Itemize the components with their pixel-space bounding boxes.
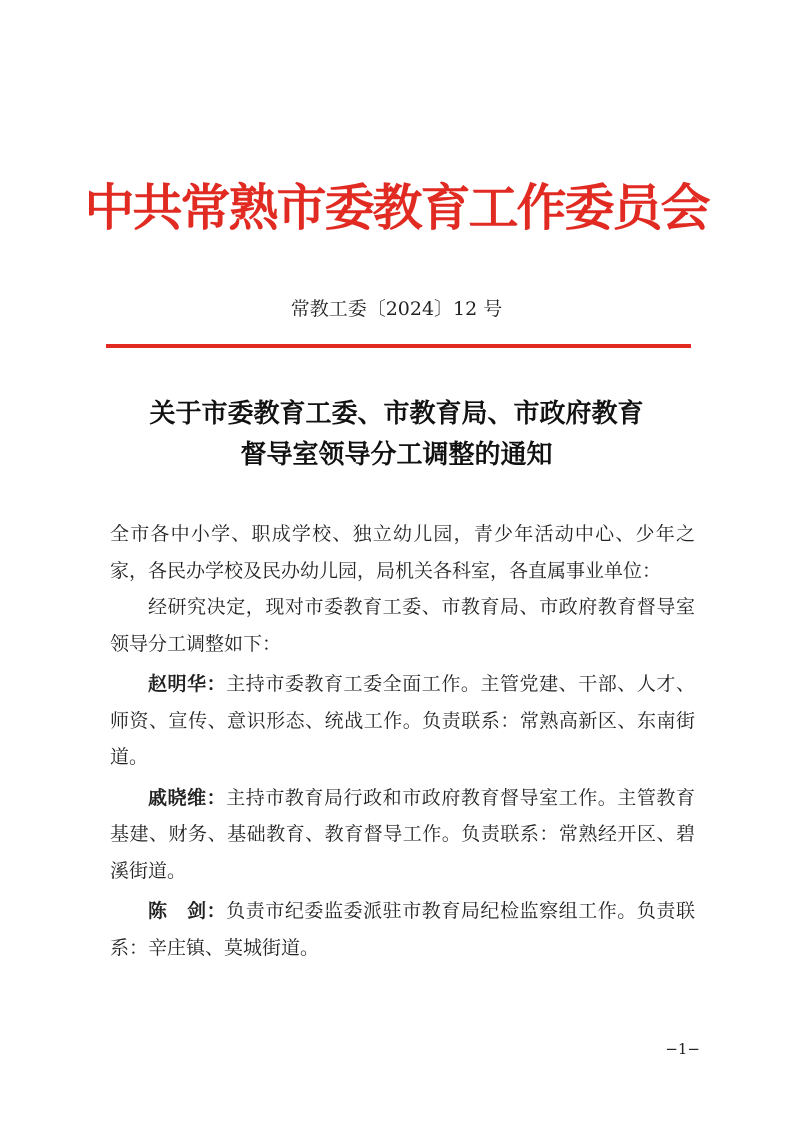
leader-duties: 主持市委教育工委全面工作。主管党建、干部、人才、师资、宣传、意识形态、统战工作。负责联系：常熟高新区、东南街道。: [110, 673, 695, 768]
leader-paragraph: [110, 893, 695, 966]
leader-name: 戚晓维：: [148, 786, 227, 809]
document-number: 常教工委〔2024〕12 号: [290, 298, 503, 320]
addressees-paragraph: 全市各中小学、职成学校、独立幼儿园，青少年活动中心、少年之家，各民办学校及民办幼儿园，局机关各科室，各直属事业单位：: [110, 523, 695, 582]
red-separator-line: [106, 344, 691, 348]
intro-paragraph: 经研究决定，现对市委教育工委、市教育局、市政府教育督导室领导分工调整如下：: [110, 596, 695, 655]
page-number: −1−: [665, 1040, 700, 1058]
leader-name: 陈 剑：: [148, 900, 227, 922]
notice-title: [0, 394, 793, 476]
leader-duties: 主持市教育局行政和市政府教育督导室工作。主管教育基建、财务、基础教育、教育督导工作。负责联系：常熟经开区、碧溪街道。: [110, 786, 695, 882]
leader-name: 赵明华：: [148, 673, 227, 695]
notice-title-line-2: 督导室领导分工调整的通知: [240, 440, 553, 470]
leader-paragraph: [110, 666, 695, 776]
leader-duties: 负责市纪委监委派驻市教育局纪检监察组工作。负责联系：辛庄镇、莫城街道。: [110, 900, 695, 959]
org-title: 中共常熟市委教育工作委员会: [84, 178, 709, 237]
notice-body: [110, 516, 695, 966]
leader-paragraph: [110, 780, 695, 890]
notice-title-line-1: 关于市委教育工委、市教育局、市政府教育: [149, 399, 644, 429]
